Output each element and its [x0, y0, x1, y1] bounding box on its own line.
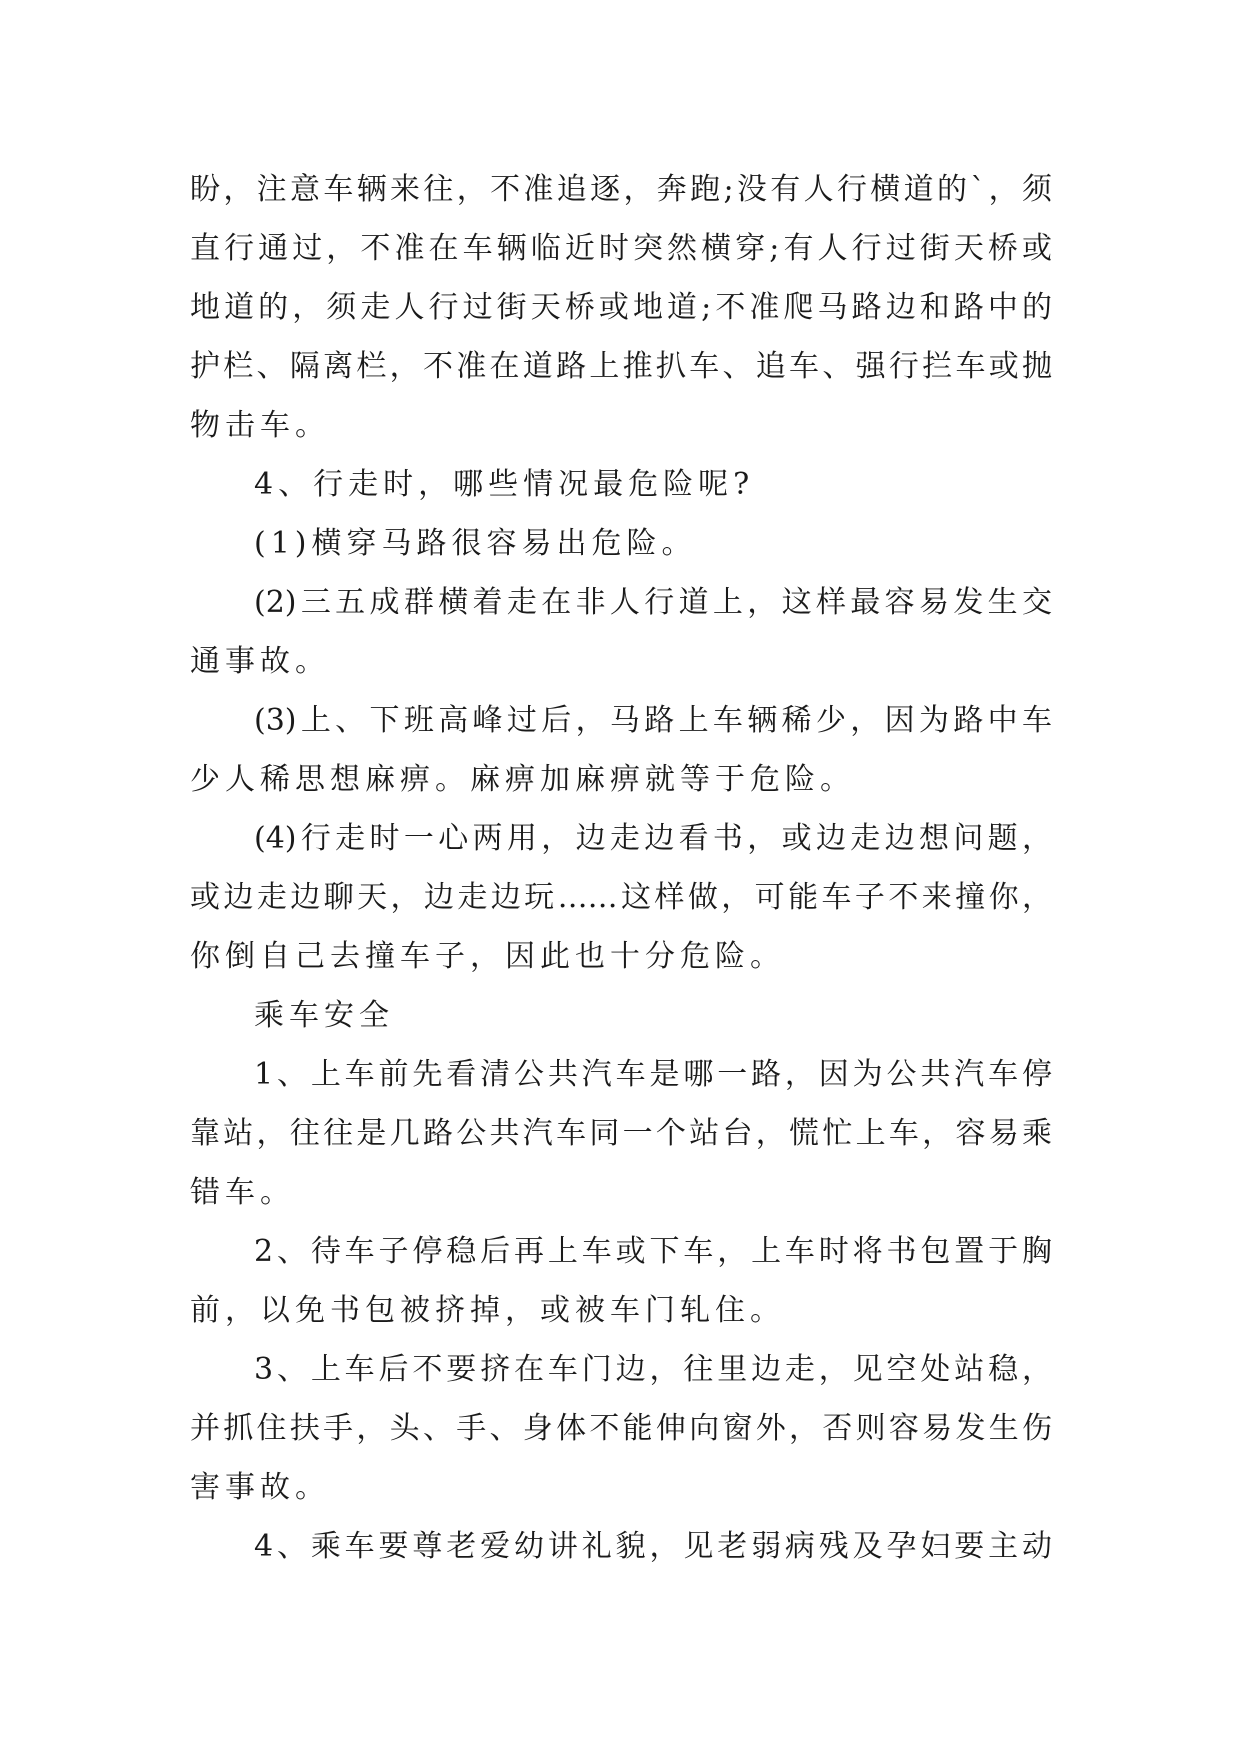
text-line: 4、乘车要尊老爱幼讲礼貌，见老弱病残及孕妇要主动	[254, 1529, 1052, 1564]
text-line: 护栏、隔离栏，不准在道路上推扒车、追车、强行拦车或抛	[190, 349, 1052, 384]
text-line: 或边走边聊天，边走边玩……这样做，可能车子不来撞你，	[190, 880, 1052, 915]
text-line: 4、行走时，哪些情况最危险呢?	[254, 467, 755, 502]
text-line: 前，以免书包被挤掉，或被车门轧住。	[190, 1293, 785, 1328]
text-line: 靠站，往往是几路公共汽车同一个站台，慌忙上车，容易乘	[190, 1116, 1052, 1151]
text-line: 物击车。	[190, 408, 330, 443]
text-line: 直行通过，不准在车辆临近时突然横穿;有人行过街天桥或	[190, 231, 1052, 266]
text-line: 盼，注意车辆来往，不准追逐，奔跑;没有人行横道的`，须	[190, 172, 1052, 207]
text-line: (2)三五成群横着走在非人行道上，这样最容易发生交	[254, 585, 1052, 620]
document-body	[190, 160, 1052, 1576]
text-line: 1、上车前先看清公共汽车是哪一路，因为公共汽车停	[254, 1057, 1052, 1092]
text-line: 你倒自己去撞车子，因此也十分危险。	[190, 939, 785, 974]
text-line: 少人稀思想麻痹。麻痹加麻痹就等于危险。	[190, 762, 855, 797]
text-line: 2、待车子停稳后再上车或下车，上车时将书包置于胸	[254, 1234, 1052, 1269]
text-line: 3、上车后不要挤在车门边，往里边走，见空处站稳，	[254, 1352, 1052, 1387]
text-line: (4)行走时一心两用，边走边看书，或边走边想问题，	[254, 821, 1052, 856]
text-line: (3)上、下班高峰过后，马路上车辆稀少，因为路中车	[254, 703, 1052, 738]
text-line: 并抓住扶手，头、手、身体不能伸向窗外，否则容易发生伤	[190, 1411, 1052, 1446]
text-line: 害事故。	[190, 1470, 330, 1505]
text-line: 通事故。	[190, 644, 330, 679]
text-line: 乘车安全	[254, 998, 394, 1033]
text-line: (1)横穿马路很容易出危险。	[254, 526, 697, 561]
text-line: 错车。	[190, 1175, 295, 1210]
text-line: 地道的，须走人行过街天桥或地道;不准爬马路边和路中的	[190, 290, 1052, 325]
